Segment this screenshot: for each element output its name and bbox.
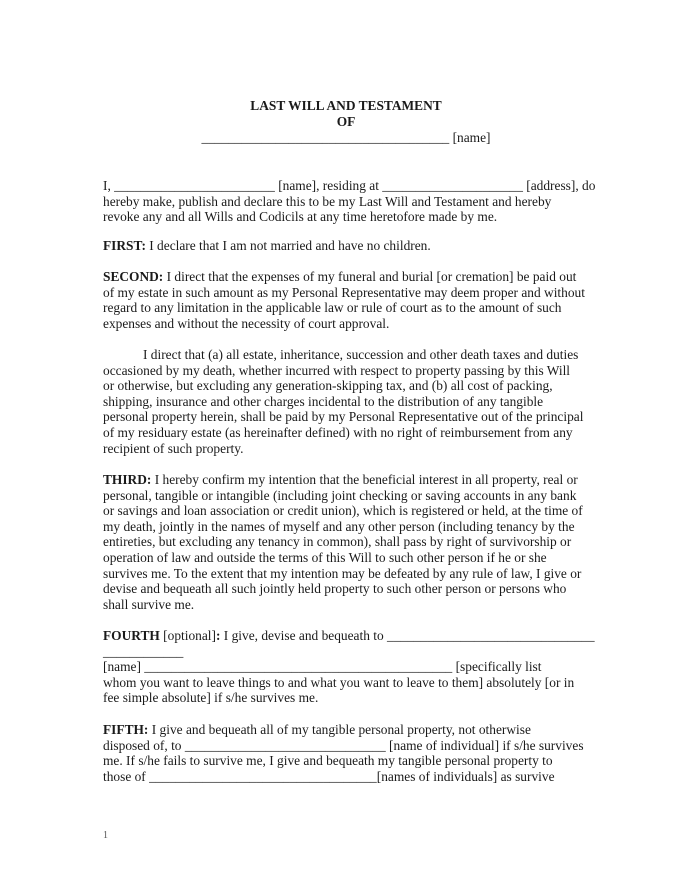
- article-fourth-blank-line: ____________: [103, 643, 184, 659]
- article-first-text: I declare that I am not married and have no children.: [145, 238, 431, 253]
- article-second-p2-line: personal property herein, shall be paid by my Personal Representative out of the principal: [103, 409, 584, 425]
- article-fourth-line: fee simple absolute] if s/he survives me.: [103, 690, 319, 706]
- article-third-line: entireties, but excluding any tenancy in common), shall pass by right of survivorship or: [103, 534, 572, 550]
- article-second-line: [103, 269, 603, 285]
- page-number: 1: [103, 830, 108, 841]
- article-fourth-line: [name] ______________________________________________ [specifically list: [103, 659, 542, 675]
- article-first-line: [103, 238, 603, 254]
- article-fourth-colon: :: [215, 628, 221, 643]
- article-third-heading: THIRD:: [103, 472, 152, 487]
- article-second-text: I direct that the expenses of my funeral and burial [or cremation] be paid out: [163, 269, 577, 284]
- article-third-line: personal, tangible or intangible (including joint checking or saving accounts in any bank: [103, 487, 577, 503]
- article-second-line: of my estate in such amount as my Personal Representative may deem proper and without: [103, 284, 585, 300]
- intro-line: I, ________________________ [name], residing at _____________________ [address], do: [103, 178, 596, 193]
- article-third-text: I hereby confirm my intention that the beneficial interest in all property, real or: [151, 472, 578, 487]
- article-third-line: devise and bequeath all such jointly held property to such other person or persons who: [103, 581, 567, 597]
- testator-name-line: _____________________________________ [name]: [201, 130, 491, 145]
- article-fifth-line: those of __________________________________[names of individuals] as survive: [103, 768, 555, 784]
- article-first: [103, 238, 603, 254]
- article-fourth-text: I give, devise and bequeath to _______________________________: [220, 628, 595, 643]
- article-second-line: regard to any limitation in the applicable law or rule of court as to the amount of such: [103, 300, 562, 316]
- article-third-line: my death, jointly in the names of myself and any other person (including tenancy by the: [103, 518, 575, 534]
- article-second-p2-line: I direct that (a) all estate, inheritance, succession and other death taxes and duties: [143, 347, 579, 362]
- article-third: [103, 472, 603, 612]
- article-second-p2-line: recipient of such property.: [103, 440, 244, 456]
- document-title-of: OF: [336, 114, 356, 129]
- article-third-line: [103, 472, 603, 488]
- intro-line: revoke any and all Wills and Codicils at any time heretofore made by me.: [103, 209, 498, 225]
- article-second-p2-line: shipping, insurance and other charges incidental to the distribution of any tangible: [103, 393, 544, 409]
- article-first-heading: FIRST:: [103, 238, 146, 253]
- article-third-line: survives me. To the extent that my intention may be defeated by any rule of law, I give or: [103, 565, 582, 581]
- intro-line: hereby make, publish and declare this to be my Last Will and Testament and hereby: [103, 193, 552, 209]
- intro-paragraph: [103, 178, 603, 225]
- article-fourth-line: whom you want to leave things to and what you want to leave to them] absolutely [or in: [103, 674, 575, 690]
- article-fifth: [103, 722, 603, 784]
- article-fourth-optional: [optional]: [159, 628, 216, 643]
- article-fourth-line: [103, 628, 603, 644]
- article-fourth-heading: FOURTH: [103, 628, 160, 643]
- article-second-p2-line: occasioned by my death, whether incurred with respect to property passing by this Will: [103, 362, 571, 378]
- article-second: [103, 269, 603, 331]
- article-second-paragraph-2: [103, 347, 603, 456]
- article-second-p2-line: of my residuary estate (as hereinafter defined) with no right of reimbursement from any: [103, 424, 573, 440]
- article-second-p2-line: or otherwise, but excluding any generation-skipping tax, and (b) all cost of packing,: [103, 378, 553, 394]
- article-second-line: expenses and without the necessity of court approval.: [103, 315, 390, 331]
- document-title: LAST WILL AND TESTAMENT: [250, 98, 442, 113]
- article-third-line: or savings and loan association or credit union), which is registered or held, at the time of: [103, 503, 583, 519]
- article-fifth-heading: FIFTH:: [103, 722, 149, 737]
- article-second-heading: SECOND:: [103, 269, 164, 284]
- article-fifth-text: I give and bequeath all of my tangible personal property, not otherwise: [148, 722, 531, 737]
- article-fifth-line: [103, 722, 603, 738]
- article-third-line: operation of law and outside the terms of this Will to such other person if he or she: [103, 549, 547, 565]
- article-third-line: shall survive me.: [103, 596, 195, 612]
- article-fourth: [103, 628, 603, 706]
- article-fifth-line: me. If s/he fails to survive me, I give and bequeath my tangible personal property to: [103, 753, 553, 769]
- article-fifth-line: disposed of, to ______________________________ [name of individual] if s/he survives: [103, 737, 584, 753]
